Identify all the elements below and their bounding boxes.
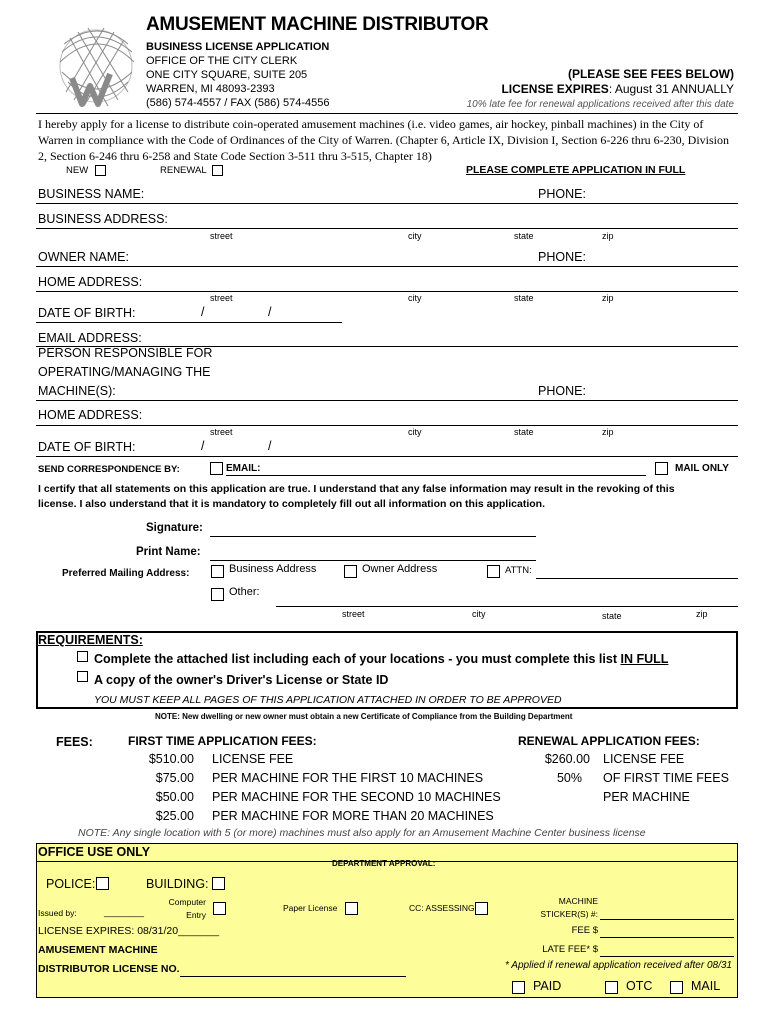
business-address-field[interactable]: [36, 228, 738, 229]
cc-assessing-checkbox[interactable]: [475, 902, 488, 915]
issued-by-field[interactable]: ________: [104, 907, 145, 917]
first-fee-amount: $510.00: [148, 752, 194, 766]
first-fee-desc: LICENSE FEE: [212, 752, 294, 766]
renewal-fee-desc: LICENSE FEE: [603, 752, 685, 766]
business-name-field[interactable]: [36, 203, 738, 204]
first-fee-amount: $50.00: [155, 790, 194, 804]
signature-field[interactable]: [210, 536, 536, 537]
responsible-person-field[interactable]: [36, 400, 738, 401]
attn-checkbox[interactable]: [487, 565, 500, 578]
person-responsible-label-2: OPERATING/MANAGING THE: [38, 365, 211, 379]
license-expires-label: LICENSE EXPIRES: [501, 82, 609, 96]
first-fee-desc: PER MACHINE FOR THE SECOND 10 MACHINES: [212, 790, 501, 804]
intro-line-3: 2, Section 6-246 thru 6-258 and State Code Section 3-511 thru 3-515, Chapter 18): [38, 149, 432, 163]
owner-dob-field[interactable]: [36, 322, 342, 323]
first-fee-desc: PER MACHINE FOR MORE THAN 20 MACHINES: [212, 809, 494, 823]
owner-name-label: OWNER NAME:: [38, 250, 129, 264]
complete-notice: PLEASE COMPLETE APPLICATION IN FULL: [466, 164, 686, 176]
fee-field[interactable]: [600, 937, 734, 938]
form-subtitle: BUSINESS LICENSE APPLICATION: [146, 41, 330, 53]
building-label: BUILDING:: [146, 877, 209, 891]
renewal-fee-desc: OF FIRST TIME FEES: [603, 771, 729, 785]
dob-slash: /: [201, 305, 205, 319]
responsible-home-address-label: HOME ADDRESS:: [38, 408, 143, 422]
responsible-dob-field[interactable]: [36, 456, 738, 457]
cc-assessing-label: CC: ASSESSING: [409, 903, 475, 913]
building-checkbox[interactable]: [212, 877, 225, 890]
requirement-1: [94, 652, 668, 666]
license-expires: [501, 82, 734, 96]
requirement-1-emphasis: IN FULL: [620, 652, 669, 666]
city-caption: city: [472, 609, 486, 619]
computer-entry-label-2: Entry: [186, 910, 206, 920]
distributor-license-label-1: AMUSEMENT MACHINE: [38, 944, 158, 956]
warren-logo: [48, 22, 136, 112]
late-fee-field[interactable]: [600, 956, 734, 957]
paid-checkbox[interactable]: [512, 981, 525, 994]
dob-slash: /: [268, 305, 272, 319]
zip-caption: zip: [602, 427, 614, 437]
intro-line-2: Warren in compliance with the Code of Ordinances of the City of Warren. (Chapter 6, Article IX, Division I, Section 6-226 thru 6-230, Division: [38, 133, 730, 147]
first-time-fees-heading: FIRST TIME APPLICATION FEES:: [128, 734, 317, 748]
preferred-mailing-label: Preferred Mailing Address:: [62, 568, 190, 579]
paper-license-label: Paper License: [283, 903, 338, 913]
street-caption: street: [210, 231, 233, 241]
other-address-checkbox[interactable]: [211, 588, 224, 601]
person-responsible-label-3: MACHINE(S):: [38, 384, 116, 398]
city-caption: city: [408, 293, 422, 303]
intro-line-1: I hereby apply for a license to distribute coin-operated amusement machines (i.e. video games, air hockey, pinball machines) in the City of: [38, 117, 704, 131]
police-checkbox[interactable]: [96, 877, 109, 890]
dob-slash: /: [268, 439, 272, 453]
responsible-home-address-field[interactable]: [36, 425, 738, 426]
person-responsible-label-1: PERSON RESPONSIBLE FOR: [38, 346, 213, 360]
renewal-fee-amount: 50%: [556, 771, 582, 785]
see-fees-note: (PLEASE SEE FEES BELOW): [567, 67, 734, 81]
amusement-center-note: NOTE: Any single location with 5 (or more) machines must also apply for an Amusement Machine Center business license: [78, 827, 646, 839]
business-phone-label: PHONE:: [538, 187, 586, 201]
first-fee-amount: $25.00: [155, 809, 194, 823]
first-fee-desc: PER MACHINE FOR THE FIRST 10 MACHINES: [212, 771, 484, 785]
distributor-license-field[interactable]: [180, 976, 406, 977]
state-caption: state: [602, 611, 622, 621]
new-checkbox[interactable]: [95, 165, 106, 176]
header-rule: [36, 113, 738, 114]
responsible-dob-label: DATE OF BIRTH:: [38, 440, 136, 454]
owner-dob-label: DATE OF BIRTH:: [38, 306, 136, 320]
signature-label: Signature:: [146, 522, 203, 534]
computer-entry-label-1: Computer: [168, 897, 206, 907]
otc-checkbox[interactable]: [605, 981, 618, 994]
paid-label: PAID: [533, 979, 562, 993]
mail-only-checkbox[interactable]: [655, 462, 668, 475]
distributor-license-label-2: DISTRIBUTOR LICENSE NO.: [38, 963, 180, 975]
zip-caption: zip: [696, 609, 708, 619]
send-correspondence-label: SEND CORRESPONDENCE BY:: [38, 464, 180, 475]
license-expires-field[interactable]: LICENSE EXPIRES: 08/31/20_______: [38, 925, 219, 937]
renewal-fee-desc: PER MACHINE: [603, 790, 690, 804]
state-caption: state: [514, 427, 534, 437]
issued-by-label: Issued by:: [38, 908, 77, 918]
other-address-field[interactable]: [276, 606, 738, 607]
office-phone-fax: (586) 574-4557 / FAX (586) 574-4556: [146, 97, 330, 109]
attn-label: ATTN:: [505, 565, 532, 576]
fee-label: FEE $: [571, 925, 598, 936]
form-title: AMUSEMENT MACHINE DISTRIBUTOR: [146, 14, 489, 35]
business-name-label: BUSINESS NAME:: [38, 187, 145, 201]
zip-caption: zip: [602, 293, 614, 303]
correspondence-email-field[interactable]: [226, 475, 646, 476]
certify-line-1: I certify that all statements on this application are true. I understand that any false information may result in the revoking of this: [38, 483, 675, 495]
business-address-checkbox[interactable]: [211, 565, 224, 578]
new-label: NEW: [66, 165, 89, 176]
print-name-label: Print Name:: [136, 546, 201, 558]
zip-caption: zip: [602, 231, 614, 241]
dob-slash: /: [201, 439, 205, 453]
office-address-1: ONE CITY SQUARE, SUITE 205: [146, 69, 308, 81]
owner-home-address-label: HOME ADDRESS:: [38, 275, 143, 289]
license-expires-value: : August 31 ANNUALLY: [608, 82, 734, 96]
dept-approval-label: DEPARTMENT APPROVAL:: [332, 859, 436, 868]
business-address-label: BUSINESS ADDRESS:: [38, 212, 168, 226]
mail-only-label: MAIL ONLY: [675, 463, 729, 474]
compliance-note: NOTE: New dwelling or new owner must obtain a new Certificate of Compliance from the Building Department: [155, 712, 573, 721]
requirement-2-checkbox[interactable]: [77, 671, 88, 682]
machine-stickers-field[interactable]: [600, 919, 734, 920]
email-option-label: EMAIL:: [226, 463, 261, 474]
owner-home-address-field[interactable]: [36, 291, 738, 292]
street-caption: street: [342, 609, 365, 619]
city-caption: city: [408, 231, 422, 241]
responsible-phone-label: PHONE:: [538, 384, 586, 398]
state-caption: state: [514, 231, 534, 241]
mail-checkbox[interactable]: [670, 981, 683, 994]
owner-name-field[interactable]: [36, 266, 738, 267]
renewal-fee-amount: $260.00: [544, 752, 590, 766]
machine-stickers-label-1: MACHINE: [558, 896, 598, 906]
email-correspondence-checkbox[interactable]: [210, 462, 223, 475]
paper-license-checkbox[interactable]: [345, 902, 358, 915]
print-name-field[interactable]: [210, 560, 536, 561]
business-address-option: Business Address: [229, 563, 317, 575]
email-address-label: EMAIL ADDRESS:: [38, 331, 142, 345]
otc-label: OTC: [626, 979, 653, 993]
requirement-1-checkbox[interactable]: [77, 651, 88, 662]
requirement-1-text: Complete the attached list including each of your locations - you must complete this list: [94, 652, 621, 666]
city-caption: city: [408, 427, 422, 437]
owner-phone-label: PHONE:: [538, 250, 586, 264]
late-fee-note: 10% late fee for renewal applications received after this date: [466, 99, 734, 110]
renewal-fees-heading: RENEWAL APPLICATION FEES:: [518, 734, 700, 748]
requirements-heading: REQUIREMENTS:: [38, 633, 143, 647]
computer-entry-checkbox[interactable]: [213, 902, 226, 915]
police-label: POLICE:: [46, 877, 96, 891]
state-caption: state: [514, 293, 534, 303]
attn-field[interactable]: [536, 578, 738, 579]
office-name: OFFICE OF THE CITY CLERK: [146, 55, 298, 67]
machine-stickers-label-2: STICKER(S) #:: [540, 909, 598, 919]
office-address-2: WARREN, MI 48093-2393: [146, 83, 275, 95]
owner-address-checkbox[interactable]: [344, 565, 357, 578]
other-address-label: Other:: [229, 586, 260, 598]
fees-label: FEES:: [56, 735, 93, 749]
certify-line-2: license. I also understand that it is mandatory to completely fill out all information on this application.: [38, 498, 545, 510]
renewal-checkbox[interactable]: [212, 165, 223, 176]
requirement-2: A copy of the owner's Driver's License or State ID: [94, 673, 389, 687]
street-caption: street: [210, 427, 233, 437]
first-fee-amount: $75.00: [155, 771, 194, 785]
late-fee-label: LATE FEE* $: [542, 944, 598, 955]
office-use-heading: OFFICE USE ONLY: [38, 845, 151, 859]
owner-address-option: Owner Address: [362, 563, 438, 575]
street-caption: street: [210, 293, 233, 303]
mail-label: MAIL: [691, 979, 721, 993]
renewal-label: RENEWAL: [160, 165, 207, 176]
keep-pages-notice: YOU MUST KEEP ALL PAGES OF THIS APPLICATION ATTACHED IN ORDER TO BE APPROVED: [94, 694, 562, 706]
late-fee-applied-note: * Applied if renewal application received after 08/31: [505, 960, 732, 971]
